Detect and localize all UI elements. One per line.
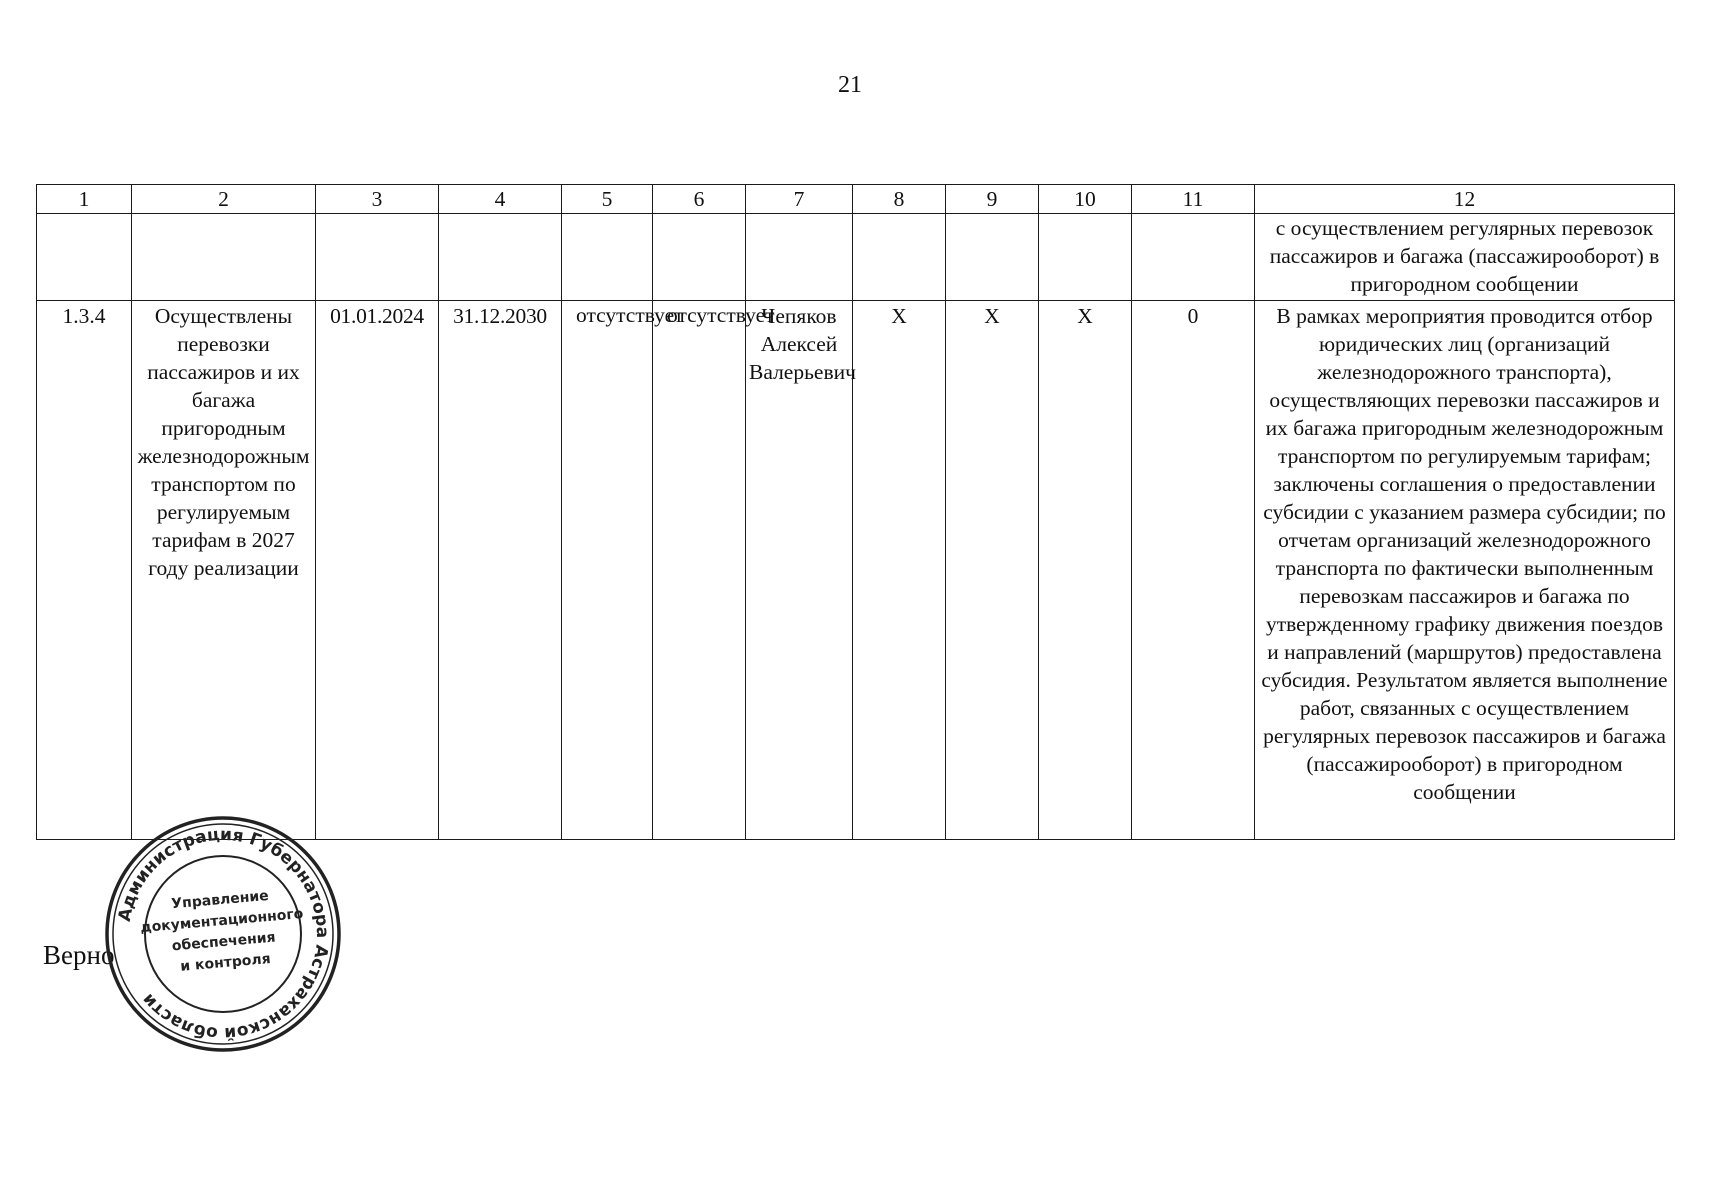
table-cell [37, 214, 132, 301]
continuation-row [37, 214, 1675, 301]
table-cell [562, 214, 653, 301]
measure-description: В рамках мероприятия проводится отбор юридических лиц (организаций железнодорожного транспорта), осуществляющих перевозки пассажиров и их багажа пригородным железнодорожным транспортом по регулируемым тарифам; заключены соглашения о предоставлении субсидии с указанием размера субсидии; по отчетам организаций железнодорожного транспорта по фактически выполненным перевозкам пассажиров и багажа по утвержденному графику движения поездов и направлений (маршрутов) предоставлена субсидия. Результатом является выполнение работ, связанных с осуществлением регулярных перевозок пассажиров и багажа (пассажирооборот) в пригородном сообщении [1255, 301, 1675, 840]
table-cell [1132, 214, 1255, 301]
table-cell [132, 214, 316, 301]
column-header: 6 [653, 185, 746, 214]
table-row [37, 301, 1675, 840]
continuation-description: с осуществлением регулярных перевозок пассажиров и багажа (пассажирооборот) в пригородном сообщении [1255, 214, 1675, 301]
column-header: 4 [439, 185, 562, 214]
column-header: 1 [37, 185, 132, 214]
table-header-row [37, 185, 1675, 214]
measure-name: Осуществлены перевозки пассажиров и их багажа пригородным железнодорожным транспортом по регулируемым тарифам в 2027 году реализации [132, 301, 316, 840]
measure-number: 1.3.4 [37, 301, 132, 840]
seal-center-line: документационного [139, 905, 304, 937]
page-number: 21 [838, 72, 862, 98]
table-cell [316, 214, 439, 301]
seal-center-line: и контроля [179, 950, 272, 975]
official-seal [103, 816, 343, 1052]
column-8-value: X [853, 301, 946, 840]
verno-label: Верно [43, 940, 115, 970]
column-9-value: X [946, 301, 1039, 840]
seal-center-line: Управление [170, 887, 270, 913]
measures-table [36, 184, 1675, 840]
column-10-value: X [1039, 301, 1132, 840]
table-cell [439, 214, 562, 301]
start-date: 01.01.2024 [316, 301, 439, 840]
column-6-value: отсутствует [653, 301, 746, 840]
column-header: 9 [946, 185, 1039, 214]
responsible-person: Чепяков Алексей Валерьевич [746, 301, 853, 840]
column-header: 5 [562, 185, 653, 214]
seal-ring-text: Администрация Губернатора Астраханской области [114, 824, 333, 1044]
table-cell [946, 214, 1039, 301]
table-cell [1039, 214, 1132, 301]
column-header: 3 [316, 185, 439, 214]
table-cell [653, 214, 746, 301]
column-5-value: отсутствует [562, 301, 653, 840]
column-header: 8 [853, 185, 946, 214]
seal-center-line: обеспечения [171, 929, 277, 955]
column-header: 2 [132, 185, 316, 214]
table-cell [746, 214, 853, 301]
end-date: 31.12.2030 [439, 301, 562, 840]
column-header: 12 [1255, 185, 1675, 214]
column-11-value: 0 [1132, 301, 1255, 840]
column-header: 11 [1132, 185, 1255, 214]
table-cell [853, 214, 946, 301]
column-header: 10 [1039, 185, 1132, 214]
column-header: 7 [746, 185, 853, 214]
